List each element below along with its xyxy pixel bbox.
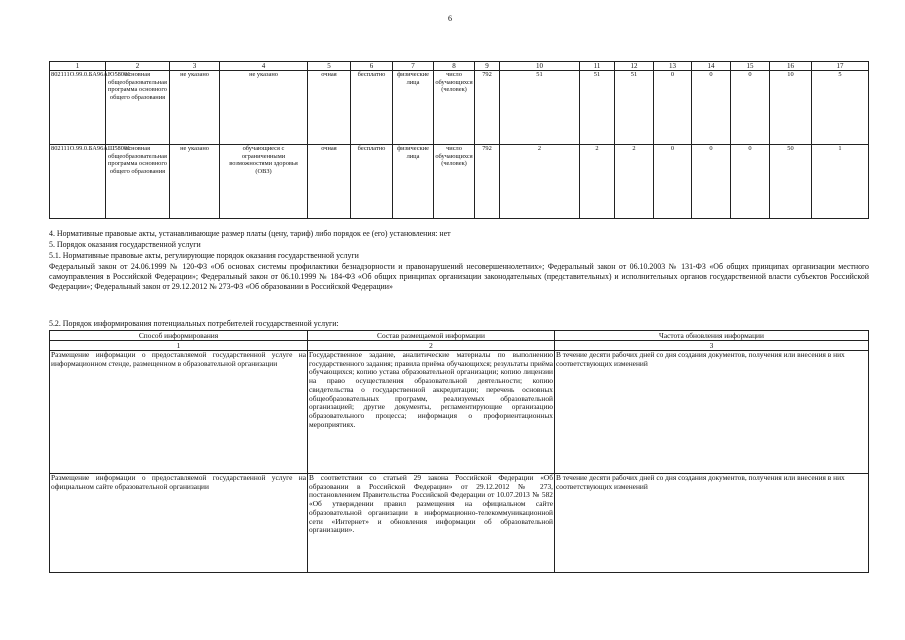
column-header: 8	[434, 62, 475, 71]
column-header: 5	[308, 62, 351, 71]
table-row	[50, 351, 869, 474]
table-cell: основная общеобразовательная программа основного общего образования	[106, 71, 170, 145]
table-cell: 0	[692, 145, 731, 219]
table-cell: 0	[731, 71, 770, 145]
table-cell: бесплатно	[351, 145, 393, 219]
page-number: 6	[448, 14, 452, 23]
column-header: 17	[812, 62, 869, 71]
column-header: 16	[770, 62, 812, 71]
table-cell: 0	[731, 145, 770, 219]
table-cell: 10	[770, 71, 812, 145]
table-cell: 2	[615, 145, 654, 219]
laws-paragraph: Федеральный закон от 24.06.1999 № 120-ФЗ «Об основах системы профилактики безнадзорности и правонарушений несовершеннолетних»; Федеральный закон от 06.10.2003 № 131-ФЗ «Об общих принципах организации местного самоуправления в Российской Федерации»; Федеральный закон от 06.10.1999 № 184-ФЗ «Об общих принципах организации законодательных (представительных) и исполнительных органов государственной власти субъектов Российской Федерации»; Федеральный закон от 29.12.2012 № 273-ФЗ «Об образовании в Российской Федерации»	[49, 262, 869, 292]
table-cell: не указано	[220, 71, 308, 145]
table-cell: В соответствии со статьей 29 закона Российской Федерации «Об образовании в Российской Федерации» от 29.12.2012 № 273, постановлением Правительства Российской Федерации от 10.07.2013 № 582 «Об утверждении правил размещения на официальном сайте образовательной организации в информационно-телекоммуникационной сети «Интернет» и обновления информации об образовательной организации».	[308, 474, 555, 573]
table-row	[50, 145, 869, 219]
column-header: 14	[692, 62, 731, 71]
column-number: 1	[50, 341, 308, 351]
column-header: 1	[50, 62, 106, 71]
column-header: 11	[580, 62, 615, 71]
column-header: 3	[170, 62, 220, 71]
column-number: 2	[308, 341, 555, 351]
table-cell: число обучающихся (человек)	[434, 71, 475, 145]
table-cell: 802111О.99.0.БА96АЮ58001	[50, 71, 106, 145]
table-row	[50, 71, 869, 145]
table-cell: 2	[580, 145, 615, 219]
table-cell: 792	[475, 145, 500, 219]
table-number-row	[50, 341, 869, 351]
table-cell: 51	[615, 71, 654, 145]
table-cell: 5	[812, 71, 869, 145]
table-row	[50, 474, 869, 573]
column-header: 6	[351, 62, 393, 71]
table-header-row	[50, 62, 869, 71]
table-cell: обучающиеся с ограниченными возможностями здоровья (ОВЗ)	[220, 145, 308, 219]
column-header: 12	[615, 62, 654, 71]
table-cell: 2	[500, 145, 580, 219]
column-header: Частота обновления информации	[555, 331, 869, 341]
column-header: 9	[475, 62, 500, 71]
column-header: Способ информирования	[50, 331, 308, 341]
column-header: 15	[731, 62, 770, 71]
table-cell: очная	[308, 71, 351, 145]
table-cell: не указано	[170, 71, 220, 145]
section-5-2-heading: 5.2. Порядок информирования потенциальных потребителей государственной услуги:	[49, 319, 339, 328]
table-cell: физические лица	[393, 71, 434, 145]
column-header: 7	[393, 62, 434, 71]
table-cell: бесплатно	[351, 71, 393, 145]
column-header: Состав размещаемой информации	[308, 331, 555, 341]
table-cell: не указано	[170, 145, 220, 219]
section-5-1-heading: 5.1. Нормативные правовые акты, регулирующие порядок оказания государственной услуги	[49, 251, 359, 260]
table-cell: 802111О.99.0.БА96АШ58001	[50, 145, 106, 219]
table-header-row	[50, 331, 869, 341]
column-header: 10	[500, 62, 580, 71]
column-header: 4	[220, 62, 308, 71]
column-header: 13	[654, 62, 692, 71]
table-cell: число обучающихся (человек)	[434, 145, 475, 219]
section-4-text: 4. Нормативные правовые акты, устанавливающие размер платы (цену, тариф) либо порядок ее (его) установления: нет	[49, 229, 451, 238]
table-cell: 51	[580, 71, 615, 145]
table-cell: Размещение информации о предоставляемой государственной услуге на официальном сайте образовательной организации	[50, 474, 308, 573]
indicators-table	[49, 61, 869, 219]
section-5-heading: 5. Порядок оказания государственной услуги	[49, 240, 201, 249]
table-cell: 0	[692, 71, 731, 145]
table-cell: очная	[308, 145, 351, 219]
table-cell: В течение десяти рабочих дней со дня создания документов, получения или внесения в них соответствующих изменений	[555, 474, 869, 573]
information-table	[49, 330, 869, 573]
table-cell: 0	[654, 71, 692, 145]
table-cell: физические лица	[393, 145, 434, 219]
table-cell: 1	[812, 145, 869, 219]
table-cell: В течение десяти рабочих дней со дня создания документов, получения или внесения в них соответствующих изменений	[555, 351, 869, 474]
table-cell: Государственное задание, аналитические материалы по выполнению государственного задания; правила приёма обучающихся; результаты приёма обучающихся; копию устава образовательной организации; копию лицензии на право осуществления образовательной деятельности; копию свидетельства о государственной аккредитации; перечень основных общеобразовательных программ, реализуемых образовательной организацией; другие документы, регламентирующие организацию образовательного процесса; информация о профориентационных мероприятиях.	[308, 351, 555, 474]
table-cell: 792	[475, 71, 500, 145]
column-header: 2	[106, 62, 170, 71]
table-cell: 51	[500, 71, 580, 145]
table-cell: Размещение информации о предоставляемой государственной услуге на информационном стенде, размещенном в образовательной организации	[50, 351, 308, 474]
table-cell: 0	[654, 145, 692, 219]
column-number: 3	[555, 341, 869, 351]
table-cell: основная общеобразовательная программа основного общего образования	[106, 145, 170, 219]
table-cell: 50	[770, 145, 812, 219]
